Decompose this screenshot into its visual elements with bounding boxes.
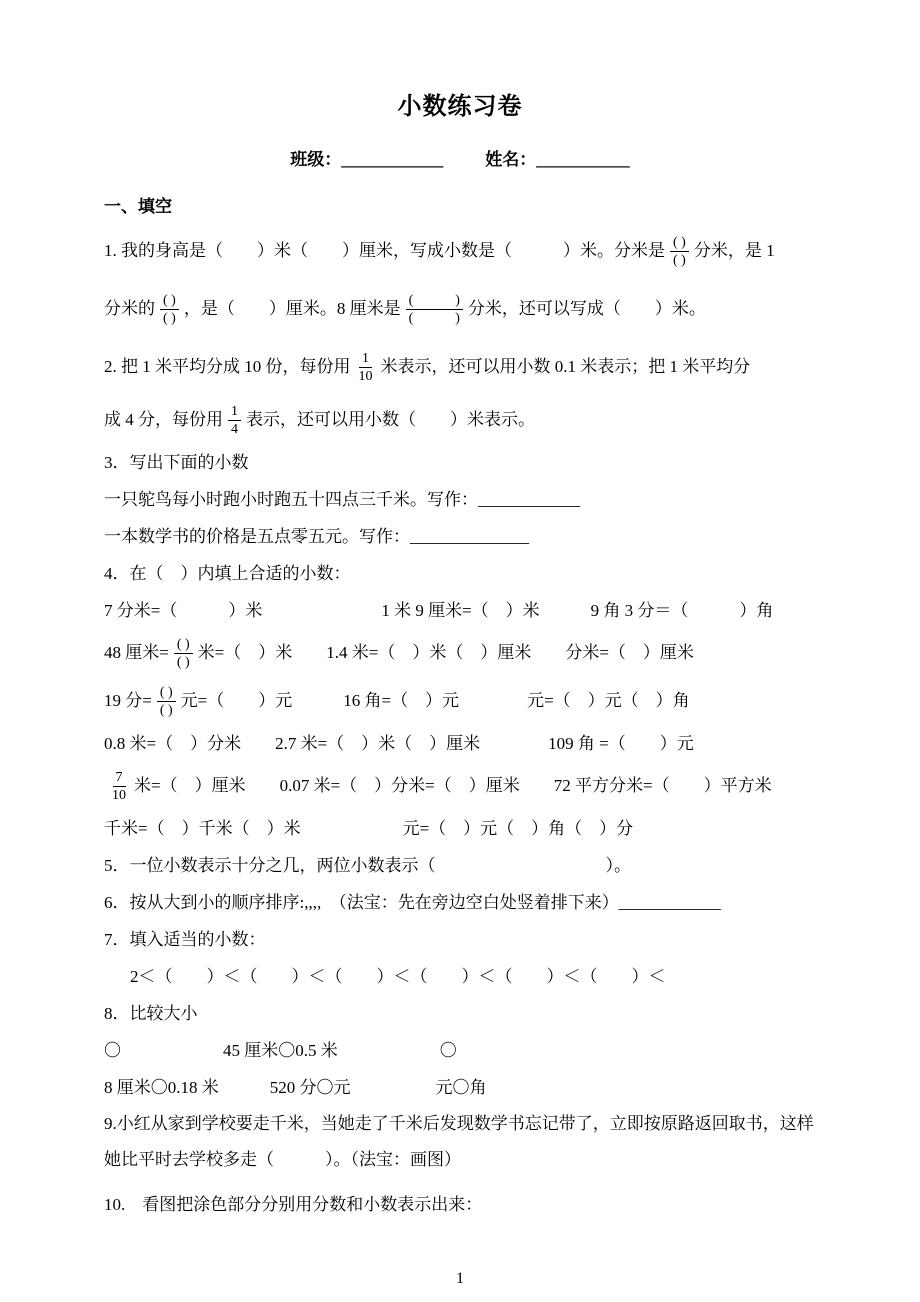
q6-blank: ____________ xyxy=(618,892,721,912)
class-blank: ____________ xyxy=(341,150,444,169)
q3-heading xyxy=(104,444,816,481)
q3-item1-text: 一只鸵鸟每小时跑小时跑五十四点三千米。写作： xyxy=(104,489,478,509)
q6-line xyxy=(104,884,816,921)
fraction-numerator: ( ) xyxy=(406,292,463,310)
fraction-blank xyxy=(670,234,689,269)
fraction-numerator: ( ) xyxy=(174,636,193,654)
fraction-denominator: ( ) xyxy=(176,654,190,670)
fraction-denominator: 10 xyxy=(112,787,126,803)
q4-line-6 xyxy=(104,810,816,847)
q8-text-2: 8 厘米〇0.18 米 520 分〇元 元〇角 xyxy=(104,1077,487,1097)
fraction-blank-wide xyxy=(406,292,463,327)
fraction-7-10 xyxy=(109,769,129,804)
q1-text-2a: 分米的 xyxy=(104,299,155,318)
q2-text-2b: 表示，还可以用小数（ ）米表示。 xyxy=(246,410,535,429)
q8-text-1: 〇 45 厘米〇0.5 米 〇 xyxy=(104,1040,457,1060)
q7-head-text: 7．填入适当的小数： xyxy=(104,929,266,949)
q10-line xyxy=(104,1186,816,1223)
q4-text-4: 0.8 米=（ ）分米 2.7 米=（ ）米（ ）厘米 109 角 =（ ）元 xyxy=(104,733,694,753)
q4-line-4 xyxy=(104,725,816,762)
fraction-numerator: 1 xyxy=(228,403,241,421)
fraction-numerator: ( ) xyxy=(670,234,689,252)
q4-line-1 xyxy=(104,592,816,629)
q4-text-3b: 元=（ ）元 16 角=（ ）元 元=（ ）元（ ）角 xyxy=(180,691,690,710)
class-label: 班级： xyxy=(290,150,342,169)
name-blank: ___________ xyxy=(536,150,630,169)
q10-text: 10. 看图把涂色部分分别用分数和小数表示出来： xyxy=(104,1194,483,1214)
q2-line-2 xyxy=(104,396,816,444)
fraction-denominator: ( ) xyxy=(159,702,173,718)
q8-head-text: 8．比较大小 xyxy=(104,1003,198,1023)
fraction-numerator: 7 xyxy=(113,769,126,787)
fraction-denominator: ( ) xyxy=(673,252,686,268)
q1-line-1 xyxy=(104,222,816,280)
q5-text: 5．一位小数表示十分之几，两位小数表示（ ）。 xyxy=(104,855,631,875)
fraction-blank xyxy=(160,292,179,327)
q4-text-3a: 19 分= xyxy=(104,691,152,710)
q5-line xyxy=(104,847,816,884)
q4-heading xyxy=(104,555,816,592)
fraction-blank xyxy=(174,636,193,671)
q2-text-1a: 2. 把 1 米平均分成 10 份，每份用 xyxy=(104,357,351,376)
q3-item-1 xyxy=(104,481,816,518)
fraction-numerator: ( ) xyxy=(157,684,176,702)
q4-text-2a: 48 厘米= xyxy=(104,643,169,662)
q4-text-6: 千米=（ ）千米（ ）米 元=（ ）元（ ）角（ ）分 xyxy=(104,818,634,838)
q4-text-1: 7 分米=（ ）米 1 米 9 厘米=（ ）米 9 角 3 分＝（ ）角 xyxy=(104,600,774,620)
q9-text: 9.小红从家到学校要走千米，当她走了千米后发现数学书忘记带了，立即按原路返回取书，这样她比平时去学校多走（ ）。（法宝：画图） xyxy=(104,1114,814,1169)
q9-line xyxy=(104,1106,816,1178)
q3-item1-blank: ____________ xyxy=(478,489,580,509)
q7-text: 2＜（ ）＜（ ）＜（ ）＜（ ）＜（ ）＜（ ）＜ xyxy=(130,966,666,986)
page-number: 1 xyxy=(456,1270,464,1287)
q4-text-2b: 米=（ ）米 1.4 米=（ ）米（ ）厘米 分米=（ ）厘米 xyxy=(197,643,694,662)
q3-item-2 xyxy=(104,518,816,555)
fraction-1-4 xyxy=(228,403,241,438)
q3-head-text: 3．写出下面的小数 xyxy=(104,452,249,472)
fraction-blank xyxy=(157,684,176,719)
fraction-denominator: 4 xyxy=(231,421,238,437)
q3-item2-blank: ______________ xyxy=(410,526,529,546)
q4-line-2 xyxy=(104,629,816,677)
q2-line-1 xyxy=(104,338,816,396)
q2-text-1b: 米表示，还可以用小数 0.1 米表示；把 1 米平均分 xyxy=(380,357,751,376)
fraction-1-10 xyxy=(356,350,376,385)
q1-line-2 xyxy=(104,280,816,338)
q8-line-1 xyxy=(104,1032,816,1069)
q4-head-text: 4．在（ ）内填上合适的小数： xyxy=(104,563,351,583)
fraction-numerator: 1 xyxy=(359,350,372,368)
q4-text-5b: 米=（ ）厘米 0.07 米=（ ）分米=（ ）厘米 72 平方分米=（ ）平方米 xyxy=(134,776,772,795)
q7-line xyxy=(104,958,816,995)
fraction-denominator: ( ) xyxy=(408,310,460,326)
fraction-denominator: ( ) xyxy=(163,310,176,326)
q4-line-5 xyxy=(104,762,816,810)
class-name-line xyxy=(104,145,816,170)
q8-heading xyxy=(104,995,816,1032)
q1-text-2b: ，是（ ）厘米。8 厘米是 xyxy=(183,299,401,318)
q8-line-2 xyxy=(104,1069,816,1106)
q7-heading xyxy=(104,921,816,958)
fraction-numerator: ( ) xyxy=(160,292,179,310)
q1-text-1b: 分米，是 1 xyxy=(693,241,775,260)
q6-text: 6．按从大到小的顺序排序:,,,, （法宝：先在旁边空白处竖着排下来） xyxy=(104,892,619,912)
section-heading-fill-in: 一、填空 xyxy=(104,196,172,216)
q2-text-2a: 成 4 分，每份用 xyxy=(104,410,223,429)
fraction-denominator: 10 xyxy=(358,368,373,384)
q4-line-3 xyxy=(104,677,816,725)
page-title: 小数练习卷 xyxy=(397,94,523,120)
q1-text-1a: 1. 我的身高是（ ）米（ ）厘米，写成小数是（ ）米。分米是 xyxy=(104,241,665,260)
name-label: 姓名： xyxy=(485,150,537,169)
q1-text-2c: 分米，还可以写成（ ）米。 xyxy=(467,299,706,318)
q3-item2-text: 一本数学书的价格是五点零五元。写作： xyxy=(104,526,410,546)
